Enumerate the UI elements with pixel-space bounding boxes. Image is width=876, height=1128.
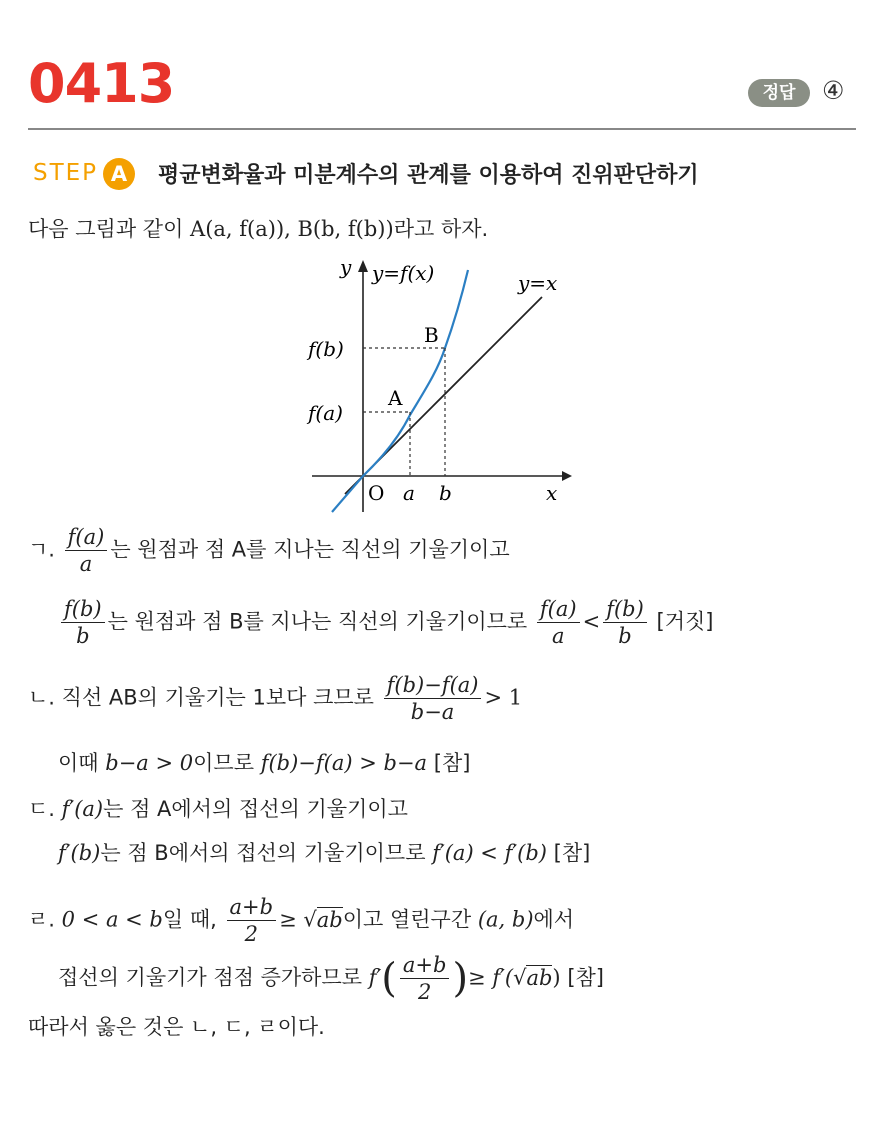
conclusion: 따라서 옳은 것은 ㄴ, ㄷ, ㄹ이다.	[28, 1015, 325, 1039]
item-g-line1	[28, 524, 510, 577]
fraction-mean-2: $\frac{a+b}{2}$	[400, 952, 450, 1005]
b-label: b	[439, 481, 452, 505]
function-graph	[290, 250, 590, 520]
x-axis-label: x	[546, 481, 558, 505]
item-d-marker: ㄷ.	[28, 797, 55, 821]
item-r-mid: 이고 열린구간	[342, 907, 472, 932]
fraction-fb-over-b: $\frac{f(b)}{b}$	[61, 596, 105, 649]
item-r-close: )	[552, 965, 561, 990]
intro-line	[28, 214, 488, 244]
item-g-verdict: [거짓]	[656, 609, 714, 634]
item-g-text1: 는 원점과 점 A를 지나는 직선의 기울기이고	[110, 537, 510, 562]
a-label: a	[403, 481, 415, 505]
sqrt-sign: √	[303, 907, 317, 932]
answer-value: ④	[822, 76, 845, 105]
item-r-text1: 일 때,	[162, 907, 217, 932]
item-r-geq2: ≥ f′(	[468, 965, 514, 990]
fraction-mean: $\frac{a+b}{2}$	[227, 894, 277, 947]
item-d-verdict: [참]	[553, 841, 591, 865]
sqrt-sign-2: √	[513, 965, 527, 990]
item-n-mid: 이므로	[193, 751, 254, 775]
item-g-text2: 는 원점과 점 B를 지나는 직선의 기울기이므로	[107, 609, 528, 634]
item-r-geq: ≥	[279, 907, 297, 932]
item-r-line2	[58, 952, 604, 1005]
intro-math: A(a, f(a)), B(b, f(b))	[190, 217, 394, 241]
point-a-label: A	[388, 386, 403, 410]
item-d-text1: 는 점 A에서의 접선의 기울기이고	[103, 797, 408, 821]
curve-label: y=f(x)	[372, 261, 435, 285]
fraction-fa-over-a-2: $\frac{f(a)}{a}$	[537, 596, 580, 649]
fa-label: f(a)	[308, 401, 343, 425]
sqrt-ab-2: ab	[526, 965, 553, 990]
sqrt-ab: ab	[316, 907, 343, 932]
answer-badge: 정답	[748, 79, 810, 107]
origin-label: O	[368, 481, 385, 505]
item-r-end: 에서	[533, 907, 575, 932]
intro-text: 다음 그림과 같이	[28, 217, 191, 241]
item-n-prefix: 이때	[58, 751, 99, 775]
item-r-verdict: [참]	[567, 965, 604, 990]
line-label: y=x	[518, 271, 558, 295]
y-axis-label: y	[340, 255, 352, 279]
x-axis-arrow	[562, 471, 572, 481]
item-r-line1	[28, 894, 574, 947]
item-g-line2	[58, 596, 713, 649]
item-d-text2: 는 점 B에서의 접선의 기울기이므로	[100, 841, 426, 865]
point-b-label: B	[424, 323, 439, 347]
intro-text-end: 라고 하자.	[393, 217, 489, 241]
paren-close: )	[452, 955, 469, 1002]
item-n-verdict: [참]	[433, 751, 471, 775]
item-n-marker: ㄴ.	[28, 685, 55, 710]
item-d-line1	[28, 794, 408, 824]
step-title: 평균변화율과 미분계수의 관계를 이용하여 진위판단하기	[158, 163, 699, 188]
fraction-slope-ab: $\frac{f(b)-f(a)}{b-a}$	[384, 672, 482, 725]
step-label: STEP	[33, 160, 99, 186]
item-r-text2: 접선의 기울기가 점점 증가하므로	[58, 965, 363, 990]
header-divider	[28, 128, 856, 130]
fb-label: f(b)	[308, 337, 344, 361]
item-n-line2	[58, 748, 470, 778]
y-axis-arrow	[358, 260, 368, 272]
item-n-line1	[28, 672, 522, 725]
item-n-math1: b−a > 0	[105, 751, 194, 775]
fraction-fa-over-a: $\frac{f(a)}{a}$	[65, 524, 108, 577]
item-d-math2: f′(b)	[58, 841, 101, 865]
item-d-cmp: f′(a) < f′(b)	[432, 841, 547, 865]
item-g-marker: ㄱ.	[28, 537, 55, 562]
item-r-fprime: f′	[368, 965, 382, 990]
item-n-math2: f(b)−f(a) > b−a	[260, 751, 428, 775]
item-d-math1: f′(a)	[61, 797, 104, 821]
less-than: <	[582, 609, 601, 634]
item-n-text1: 직선 AB의 기울기는 1보다 크므로	[61, 685, 374, 710]
item-n-rhs: > 1	[484, 685, 523, 710]
problem-number: 0413	[28, 52, 175, 115]
item-d-line2	[58, 838, 590, 868]
item-r-math1: 0 < a < b	[61, 907, 163, 932]
item-r-interval: (a, b)	[477, 907, 534, 932]
item-r-marker: ㄹ.	[28, 907, 55, 932]
step-badge: A	[103, 158, 135, 190]
paren-open: (	[381, 955, 397, 1002]
fraction-fb-over-b-2: $\frac{f(b)}{b}$	[603, 596, 647, 649]
